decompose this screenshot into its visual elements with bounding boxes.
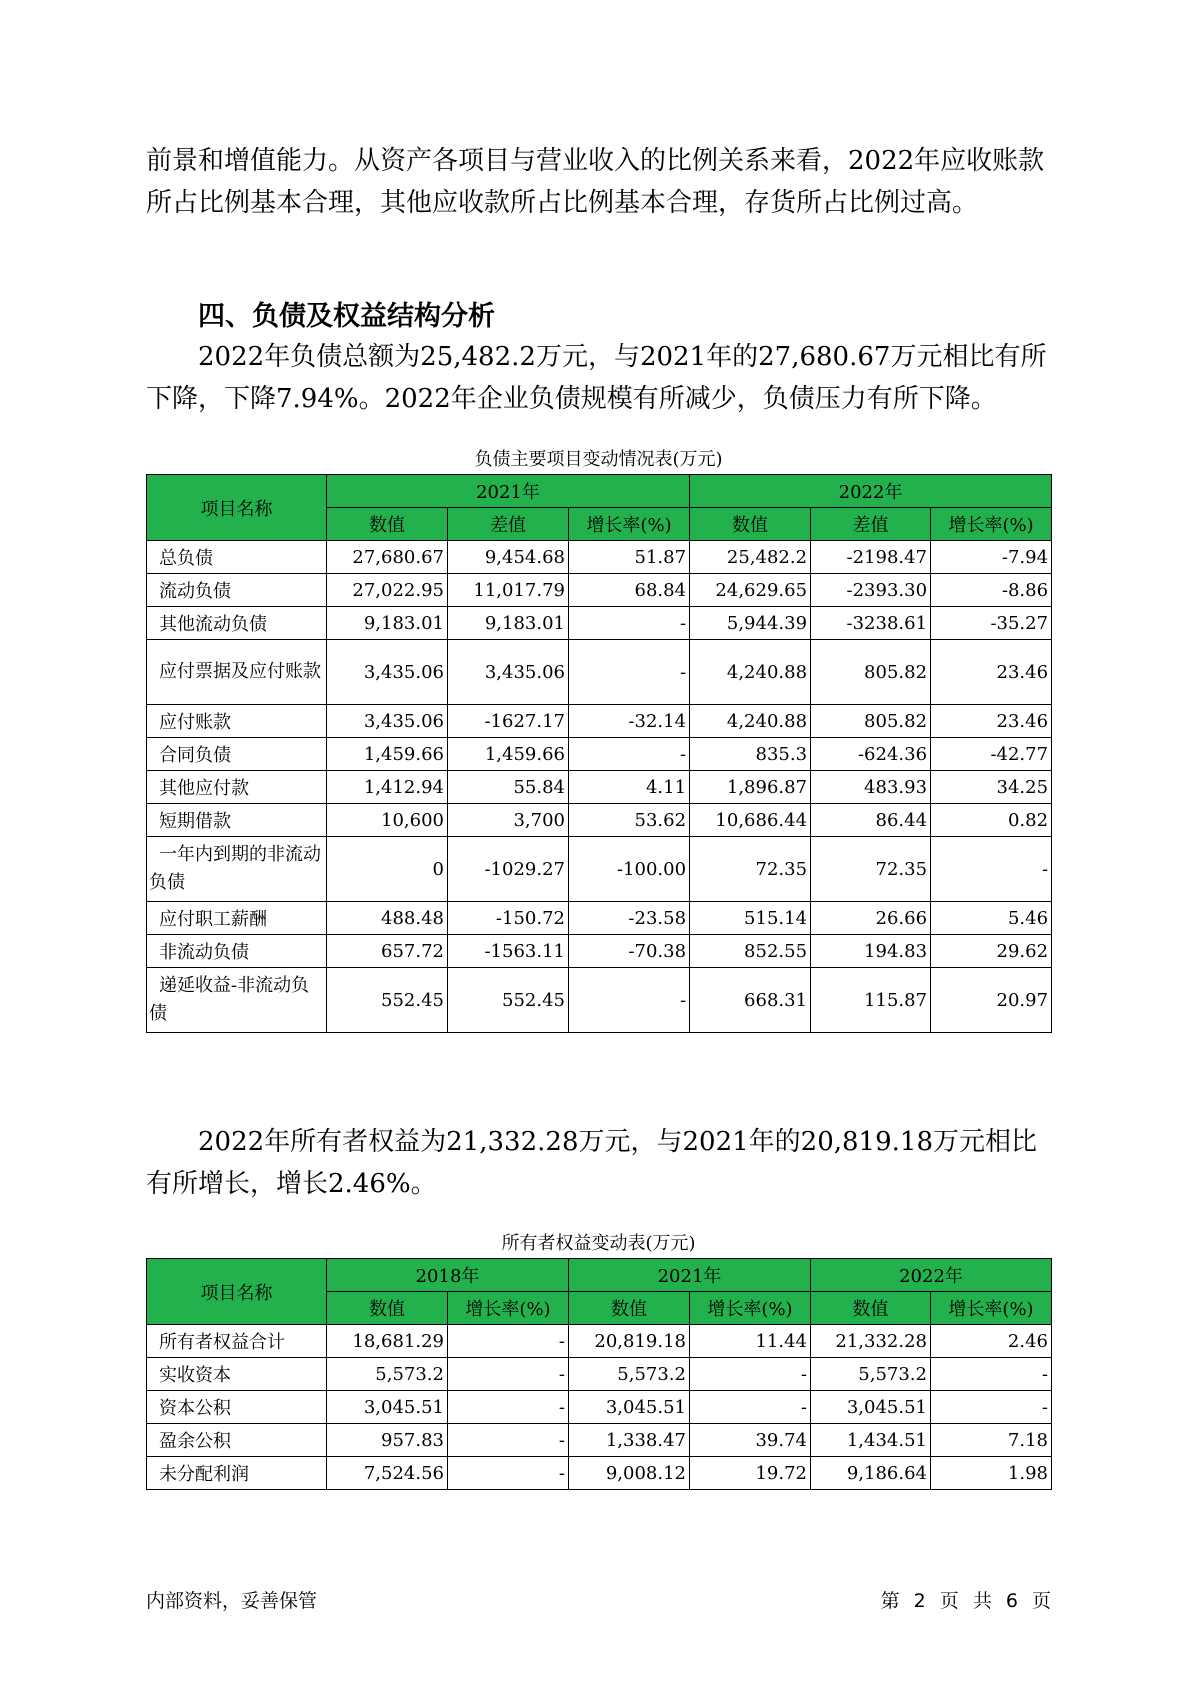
table-cell: 1,412.94 xyxy=(327,771,448,804)
table-cell: 20.97 xyxy=(931,968,1052,1033)
table-cell: 9,186.64 xyxy=(811,1457,931,1490)
table-cell: 194.83 xyxy=(811,935,931,968)
table-cell: -2198.47 xyxy=(811,541,931,574)
row-item-name: 应付账款 xyxy=(147,705,327,738)
header-year-2021: 2021年 xyxy=(327,475,690,508)
table-cell: 51.87 xyxy=(569,541,690,574)
row-item-name: 所有者权益合计 xyxy=(147,1325,327,1358)
table-row xyxy=(147,1391,1052,1424)
table-cell: - xyxy=(569,640,690,705)
table-cell: 7.18 xyxy=(931,1424,1052,1457)
intro-paragraph: 前景和增值能力。从资产各项目与营业收入的比例关系来看，2022年应收账款所占比例基本合理，其他应收款所占比例基本合理，存货所占比例过高。 xyxy=(146,146,1045,218)
table-cell: 488.48 xyxy=(327,902,448,935)
table-cell: 39.74 xyxy=(690,1424,811,1457)
table-cell: - xyxy=(448,1358,569,1391)
table-cell: 9,008.12 xyxy=(569,1457,690,1490)
table-row xyxy=(147,640,1052,705)
table-cell: 24,629.65 xyxy=(690,574,811,607)
table-cell: 3,045.51 xyxy=(811,1391,931,1424)
table-cell: - xyxy=(569,607,690,640)
table-cell: -1029.27 xyxy=(448,837,569,902)
header-col: 数值 xyxy=(811,1292,931,1325)
table-cell: 18,681.29 xyxy=(327,1325,448,1358)
table-cell: - xyxy=(448,1424,569,1457)
equity-paragraph: 2022年所有者权益为21,332.28万元，与2021年的20,819.18万元相比有所增长，增长2.46%。 xyxy=(146,1127,1037,1199)
table-cell: 23.46 xyxy=(931,640,1052,705)
table-cell: -23.58 xyxy=(569,902,690,935)
table-row xyxy=(147,1325,1052,1358)
table-cell: -7.94 xyxy=(931,541,1052,574)
table-row xyxy=(147,541,1052,574)
table-cell: - xyxy=(448,1325,569,1358)
row-item-name: 盈余公积 xyxy=(147,1424,327,1457)
table-row xyxy=(147,968,1052,1033)
header-item-name: 项目名称 xyxy=(147,1259,327,1325)
table-cell: 957.83 xyxy=(327,1424,448,1457)
table-cell: 68.84 xyxy=(569,574,690,607)
table-cell: 5.46 xyxy=(931,902,1052,935)
table-row xyxy=(147,804,1052,837)
section-heading: 四、负债及权益结构分析 xyxy=(198,301,495,332)
row-item-name: 合同负债 xyxy=(147,738,327,771)
header-col: 差值 xyxy=(448,508,569,541)
table-cell: 3,435.06 xyxy=(448,640,569,705)
table-cell: -624.36 xyxy=(811,738,931,771)
table-cell: - xyxy=(931,837,1052,902)
table-cell: 1,896.87 xyxy=(690,771,811,804)
table-cell: 5,573.2 xyxy=(811,1358,931,1391)
table-cell: 4,240.88 xyxy=(690,705,811,738)
table-cell: -100.00 xyxy=(569,837,690,902)
table-row xyxy=(147,607,1052,640)
header-col: 增长率(%) xyxy=(690,1292,811,1325)
footer-page-info: 第 2 页 共 6 页 xyxy=(880,1590,1051,1612)
table-cell: 9,454.68 xyxy=(448,541,569,574)
table-cell: -70.38 xyxy=(569,935,690,968)
liability-table-caption: 负债主要项目变动情况表(万元) xyxy=(474,449,723,470)
table-cell: 3,045.51 xyxy=(569,1391,690,1424)
table-cell: 86.44 xyxy=(811,804,931,837)
header-year-2022: 2022年 xyxy=(690,475,1052,508)
equity-table xyxy=(146,1258,1052,1490)
table-cell: 55.84 xyxy=(448,771,569,804)
table-cell: 3,700 xyxy=(448,804,569,837)
header-col: 数值 xyxy=(327,508,448,541)
table-cell: 20,819.18 xyxy=(569,1325,690,1358)
row-item-name: 资本公积 xyxy=(147,1391,327,1424)
table-cell: 25,482.2 xyxy=(690,541,811,574)
table-cell: 3,435.06 xyxy=(327,640,448,705)
header-item-name: 项目名称 xyxy=(147,475,327,541)
row-item-name: 其他流动负债 xyxy=(147,607,327,640)
table-cell: 7,524.56 xyxy=(327,1457,448,1490)
table-row xyxy=(147,1424,1052,1457)
table-row xyxy=(147,1457,1052,1490)
header-col: 增长率(%) xyxy=(569,508,690,541)
table-cell: 11.44 xyxy=(690,1325,811,1358)
table-cell: -3238.61 xyxy=(811,607,931,640)
table-cell: 1,338.47 xyxy=(569,1424,690,1457)
table-cell: 9,183.01 xyxy=(448,607,569,640)
table-cell: 3,045.51 xyxy=(327,1391,448,1424)
header-col: 数值 xyxy=(569,1292,690,1325)
table-cell: - xyxy=(569,968,690,1033)
table-row xyxy=(147,771,1052,804)
header-year-2021: 2021年 xyxy=(569,1259,811,1292)
table-row xyxy=(147,935,1052,968)
table-cell: 34.25 xyxy=(931,771,1052,804)
liability-paragraph: 2022年负债总额为25,482.2万元，与2021年的27,680.67万元相比有所下降，下降7.94%。2022年企业负债规模有所减少，负债压力有所下降。 xyxy=(146,342,1047,414)
table-cell: 4.11 xyxy=(569,771,690,804)
row-item-name: 递延收益-非流动负债 xyxy=(147,968,327,1033)
table-cell: 852.55 xyxy=(690,935,811,968)
table-cell: 23.46 xyxy=(931,705,1052,738)
table-cell: 26.66 xyxy=(811,902,931,935)
table-cell: -42.77 xyxy=(931,738,1052,771)
table-cell: 552.45 xyxy=(448,968,569,1033)
table-cell: -1627.17 xyxy=(448,705,569,738)
table-row xyxy=(147,705,1052,738)
header-year-2018: 2018年 xyxy=(327,1259,569,1292)
table-row xyxy=(147,1358,1052,1391)
table-cell: -35.27 xyxy=(931,607,1052,640)
row-item-name: 实收资本 xyxy=(147,1358,327,1391)
table-row xyxy=(147,574,1052,607)
row-item-name: 应付票据及应付账款 xyxy=(147,640,327,705)
table-cell: 11,017.79 xyxy=(448,574,569,607)
header-col: 增长率(%) xyxy=(448,1292,569,1325)
header-col: 数值 xyxy=(327,1292,448,1325)
table-cell: 835.3 xyxy=(690,738,811,771)
table-cell: 668.31 xyxy=(690,968,811,1033)
table-cell: 0 xyxy=(327,837,448,902)
table-cell: -32.14 xyxy=(569,705,690,738)
table-cell: - xyxy=(931,1391,1052,1424)
table-cell: 53.62 xyxy=(569,804,690,837)
row-item-name: 总负债 xyxy=(147,541,327,574)
table-cell: 483.93 xyxy=(811,771,931,804)
table-cell: -8.86 xyxy=(931,574,1052,607)
table-cell: 4,240.88 xyxy=(690,640,811,705)
table-cell: 27,680.67 xyxy=(327,541,448,574)
table-cell: 115.87 xyxy=(811,968,931,1033)
liability-table xyxy=(146,474,1052,1033)
table-cell: -1563.11 xyxy=(448,935,569,968)
table-cell: 27,022.95 xyxy=(327,574,448,607)
table-cell: - xyxy=(569,738,690,771)
table-cell: 1,434.51 xyxy=(811,1424,931,1457)
table-cell: 19.72 xyxy=(690,1457,811,1490)
table-cell: 0.82 xyxy=(931,804,1052,837)
footer-confidential-note: 内部资料，妥善保管 xyxy=(146,1590,318,1612)
header-col: 差值 xyxy=(811,508,931,541)
table-cell: - xyxy=(690,1391,811,1424)
table-cell: 72.35 xyxy=(811,837,931,902)
row-item-name: 非流动负债 xyxy=(147,935,327,968)
table-cell: - xyxy=(690,1358,811,1391)
table-cell: 5,944.39 xyxy=(690,607,811,640)
table-cell: - xyxy=(448,1391,569,1424)
table-cell: 10,600 xyxy=(327,804,448,837)
table-cell: 5,573.2 xyxy=(569,1358,690,1391)
table-cell: -2393.30 xyxy=(811,574,931,607)
row-item-name: 一年内到期的非流动负债 xyxy=(147,837,327,902)
header-year-2022: 2022年 xyxy=(811,1259,1052,1292)
table-cell: 10,686.44 xyxy=(690,804,811,837)
table-cell: -150.72 xyxy=(448,902,569,935)
table-cell: 5,573.2 xyxy=(327,1358,448,1391)
row-item-name: 流动负债 xyxy=(147,574,327,607)
table-row xyxy=(147,902,1052,935)
equity-table-caption: 所有者权益变动表(万元) xyxy=(501,1233,696,1254)
table-cell: - xyxy=(931,1358,1052,1391)
table-cell: 515.14 xyxy=(690,902,811,935)
table-cell: 72.35 xyxy=(690,837,811,902)
table-cell: 3,435.06 xyxy=(327,705,448,738)
table-row xyxy=(147,837,1052,902)
table-cell: 552.45 xyxy=(327,968,448,1033)
table-cell: 1,459.66 xyxy=(448,738,569,771)
row-item-name: 应付职工薪酬 xyxy=(147,902,327,935)
table-cell: 657.72 xyxy=(327,935,448,968)
table-cell: 1.98 xyxy=(931,1457,1052,1490)
table-cell: 2.46 xyxy=(931,1325,1052,1358)
table-cell: 805.82 xyxy=(811,640,931,705)
row-item-name: 其他应付款 xyxy=(147,771,327,804)
table-cell: 21,332.28 xyxy=(811,1325,931,1358)
table-cell: 1,459.66 xyxy=(327,738,448,771)
row-item-name: 未分配利润 xyxy=(147,1457,327,1490)
header-col: 增长率(%) xyxy=(931,1292,1052,1325)
table-cell: - xyxy=(448,1457,569,1490)
row-item-name: 短期借款 xyxy=(147,804,327,837)
table-cell: 29.62 xyxy=(931,935,1052,968)
table-cell: 805.82 xyxy=(811,705,931,738)
header-col: 增长率(%) xyxy=(931,508,1052,541)
table-cell: 9,183.01 xyxy=(327,607,448,640)
table-row xyxy=(147,738,1052,771)
header-col: 数值 xyxy=(690,508,811,541)
